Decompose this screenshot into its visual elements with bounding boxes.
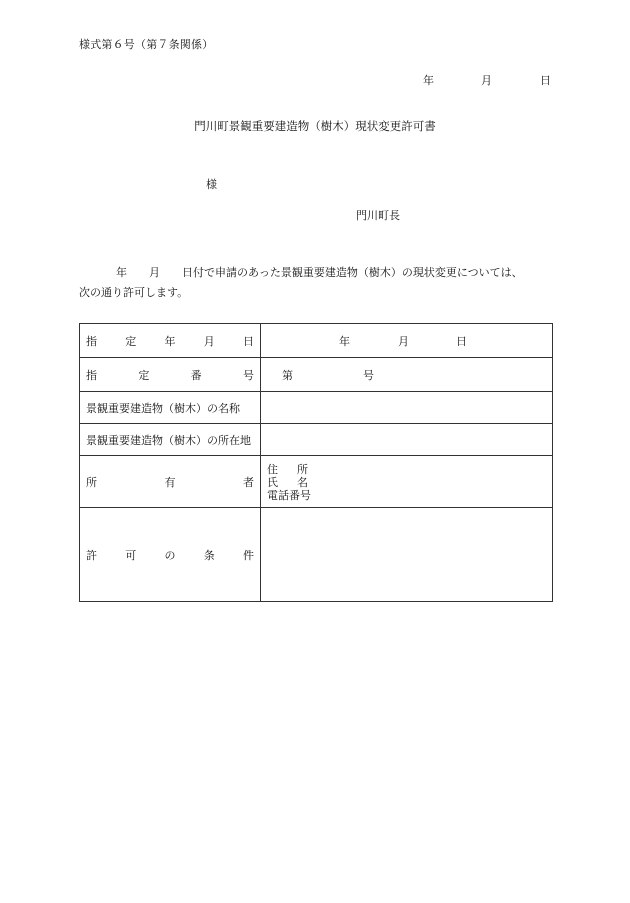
body-line-1 [79,263,554,283]
conditions-label: 許 可 の 条 件 [80,508,261,602]
table-row-designation-number [80,358,553,392]
designation-date-label: 指 定 年 月 日 [80,324,261,358]
body-text [79,263,554,303]
location-label: 景観重要建造物（樹木）の所在地 [80,424,261,456]
name-label: 景観重要建造物（樹木）の名称 [80,392,261,424]
document-title: 門川町景観重要建造物（樹木）現状変更許可書 [194,119,436,133]
conditions-field[interactable] [261,508,553,602]
body-year: 年 [116,266,127,279]
issue-date [0,72,630,88]
owner-field[interactable] [261,456,553,508]
owner-name-line: 氏 名 [267,475,308,489]
table-row-owner [80,456,553,508]
owner-label: 所 有 者 [80,456,261,508]
designation-date-field[interactable]: 年 月 日 [261,324,553,358]
body-month: 月 [149,266,160,279]
issue-date-year: 年 [423,74,434,87]
designation-number-field[interactable]: 第 号 [261,358,553,392]
table-row-name [80,392,553,424]
issue-date-month: 月 [481,74,492,87]
owner-phone-line: 電話番号 [267,488,311,502]
owner-address-line: 住 所 [267,462,308,476]
table-row-conditions [80,508,553,602]
addressee: 様 [206,178,217,191]
body-rest: 日付で申請のあった景観重要建造物（樹木）の現状変更については、 [182,266,523,279]
table-row-location [80,424,553,456]
table-row-designation-date [80,324,553,358]
name-field[interactable] [261,392,553,424]
permit-table [79,323,553,602]
issuer: 門川町長 [356,209,400,222]
issue-date-day: 日 [540,74,551,87]
designation-number-label: 指 定 番 号 [80,358,261,392]
body-line-2: 次の通り許可します。 [79,286,189,299]
location-field[interactable] [261,424,553,456]
form-number: 様式第６号（第７条関係） [79,38,214,51]
